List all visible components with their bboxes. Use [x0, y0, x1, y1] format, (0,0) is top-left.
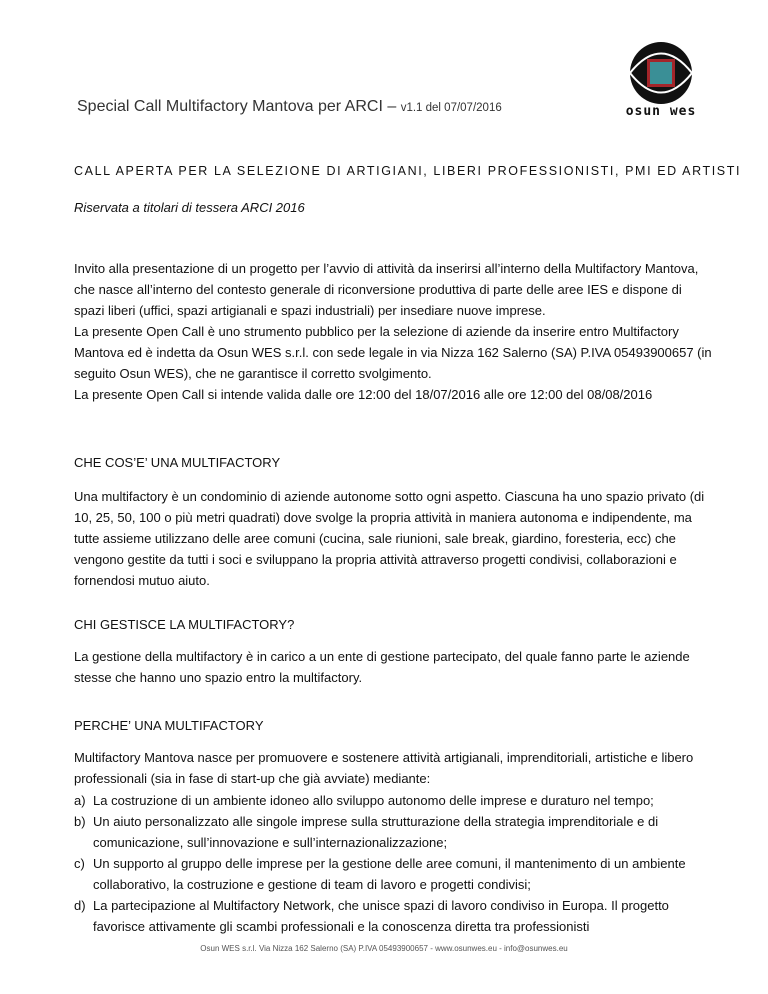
page-footer: Osun WES s.r.l. Via Nizza 162 Salerno (SA) P.IVA 05493900657 - www.osunwes.eu - info@osunwes.eu — [200, 944, 568, 953]
section-text-who: La gestione della multifactory è in carico a un ente di gestione partecipato, del quale fanno parte le aziende stesse che hanno uno spazio entro la multifactory. — [74, 649, 690, 685]
intro-paragraph-1: Invito alla presentazione di un progetto per l’avvio di attività da inserirsi all’interno della Multifactory Mantova, che nasce all’interno del contesto generale di riconversione produttiva di parte delle aree IES e dispone di spazi liberi (uffici, spazi artigianali e spazi industriali) per insediare nuove imprese. — [74, 261, 699, 318]
list-item — [74, 790, 714, 811]
list-item-mark: b) — [74, 814, 86, 829]
list-item-mark: a) — [74, 793, 86, 808]
list-item — [74, 895, 714, 937]
list-item-text: La costruzione di un ambiente idoneo allo sviluppo autonomo delle imprese e duraturo nel tempo; — [93, 793, 654, 808]
section-text-why: Multifactory Mantova nasce per promuovere e sostenere attività artigianali, imprenditoriali, artistiche e libero professionali (sia in fase di start-up che già avviate) mediante: — [74, 750, 694, 786]
section-heading-who: CHI GESTISCE LA MULTIFACTORY? — [74, 617, 295, 632]
header-title — [77, 98, 502, 116]
list-item — [74, 853, 714, 895]
list-item — [74, 811, 714, 853]
intro-paragraph-2: La presente Open Call è uno strumento pubblico per la selezione di aziende da inserire entro Multifactory Mantova ed è indetta da Osun WES s.r.l. con sede legale in via Nizza 162 Salerno (SA) P.IVA 05493900657 (in seguito Osun WES), che ne garantisce il corretto svolgimento. — [74, 324, 712, 381]
list-item-text: Un aiuto personalizzato alle singole imprese sulla strutturazione della strategia imprenditoriale e di comunicazione, sull’innovazione e sull’internazionalizzazione; — [93, 814, 659, 850]
logo-mark-icon — [618, 40, 704, 106]
call-heading: CALL APERTA PER LA SELEZIONE DI ARTIGIANI, LIBERI PROFESSIONISTI, PMI ED ARTISTI — [74, 164, 742, 178]
header-title-text: Special Call Multifactory Mantova per ARCI – — [77, 98, 397, 115]
intro-paragraph-3: La presente Open Call si intende valida dalle ore 12:00 del 18/07/2016 alle ore 12:00 del 08/08/2016 — [74, 387, 653, 402]
header-version: v1.1 del 07/07/2016 — [400, 102, 502, 114]
list-item-mark: c) — [74, 856, 85, 871]
logo-text: osun wes — [625, 104, 697, 119]
list-item-text: La partecipazione al Multifactory Network, che unisce spazi di lavoro condiviso in Europa. Il progetto favorisce attivamente gli scambi professionali e la conoscenza diretta tra professionisti — [93, 898, 669, 934]
benefits-list — [74, 790, 714, 937]
section-heading-why: PERCHE’ UNA MULTIFACTORY — [74, 718, 264, 733]
list-item-mark: d) — [74, 898, 86, 913]
subtitle: Riservata a titolari di tessera ARCI 2016 — [74, 200, 305, 215]
osun-wes-logo — [605, 40, 717, 120]
section-text-what: Una multifactory è un condominio di aziende autonome sotto ogni aspetto. Ciascuna ha uno spazio privato (di 10, 25, 50, 100 o più metri quadrati) dove svolge la propria attività in maniera autonoma e indipendente, ma tutte assieme utilizzano delle aree comuni (cucina, sale riunioni, sale break, giardino, foresteria, ecc) che vengono gestite da tutti i soci e sviluppano la propria attività attraverso progetti condivisi, collaborazioni e fornendosi mutuo aiuto. — [74, 489, 705, 588]
section-heading-what: CHE COS’E’ UNA MULTIFACTORY — [74, 455, 281, 470]
list-item-text: Un supporto al gruppo delle imprese per la gestione delle aree comuni, il mantenimento di un ambiente collaborativo, la costruzione e gestione di team di lavoro e progetti condivisi; — [93, 856, 686, 892]
